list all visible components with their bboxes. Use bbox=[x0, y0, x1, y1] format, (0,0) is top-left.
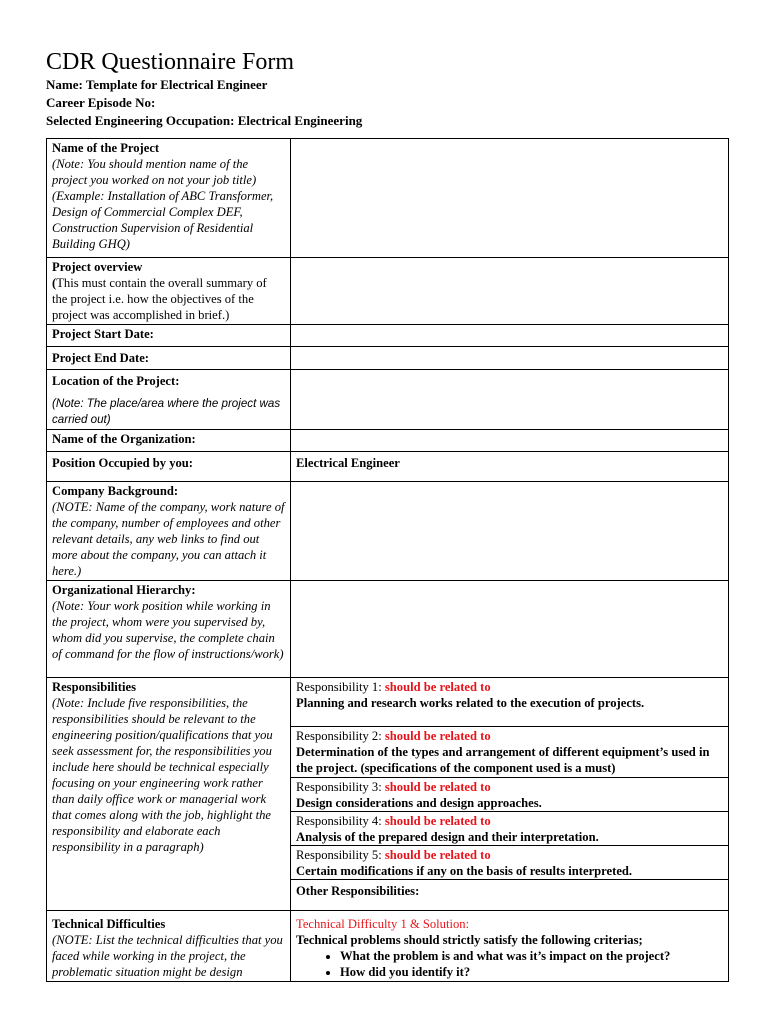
location-value-cell[interactable] bbox=[291, 370, 729, 430]
responsibility-5-label: Responsibility 5: bbox=[296, 848, 382, 862]
responsibility-1-text: Planning and research works related to the execution of projects. bbox=[296, 696, 645, 710]
start-date-value-cell[interactable] bbox=[291, 325, 729, 347]
company-value-cell[interactable] bbox=[291, 482, 729, 581]
row-start-date bbox=[47, 325, 729, 347]
technical-intro: Technical problems should strictly satisfy the following criterias; bbox=[296, 933, 643, 947]
location-note: (Note: The place/area where the project was carried out) bbox=[52, 397, 281, 426]
end-date-value-cell[interactable] bbox=[291, 347, 729, 370]
form-title: CDR Questionnaire Form bbox=[46, 49, 294, 75]
project-name-note: (Note: You should mention name of the project you worked on not your job title) bbox=[52, 157, 257, 187]
project-name-label-cell bbox=[47, 139, 291, 258]
row-project-name bbox=[47, 139, 729, 258]
responsibility-5[interactable] bbox=[291, 846, 728, 880]
responsibilities-list-cell bbox=[291, 678, 729, 911]
technical-content-cell[interactable] bbox=[291, 911, 729, 982]
responsibility-3-tag: should be related to bbox=[384, 780, 491, 794]
responsibilities-label: Responsibilities bbox=[52, 680, 136, 694]
technical-criteria-list bbox=[296, 948, 723, 980]
start-date-label: Project Start Date: bbox=[47, 325, 291, 347]
hierarchy-value-cell[interactable] bbox=[291, 581, 729, 678]
organization-label: Name of the Organization: bbox=[47, 430, 291, 452]
responsibility-3-text: Design considerations and design approaches. bbox=[296, 796, 542, 810]
row-end-date bbox=[47, 347, 729, 370]
hierarchy-note: (Note: Your work position while working in the project, whom were you supervised by, whom did you supervise, the complete chain of command for the flow of instructions/work) bbox=[52, 599, 284, 661]
responsibility-4-text: Analysis of the prepared design and their interpretation. bbox=[296, 830, 599, 844]
responsibility-2-label: Responsibility 2: bbox=[296, 729, 382, 743]
overview-note: This must contain the overall summary of the project i.e. how the objectives of the project was accomplished in brief.) bbox=[52, 276, 267, 322]
responsibility-3-label: Responsibility 3: bbox=[296, 780, 382, 794]
row-position bbox=[47, 452, 729, 482]
end-date-label: Project End Date: bbox=[47, 347, 291, 370]
responsibility-1-tag: should be related to bbox=[384, 680, 491, 694]
questionnaire-table bbox=[46, 138, 729, 982]
responsibility-2-tag: should be related to bbox=[384, 729, 491, 743]
responsibility-4-tag: should be related to bbox=[384, 814, 491, 828]
responsibility-4[interactable] bbox=[291, 812, 728, 846]
company-label-cell bbox=[47, 482, 291, 581]
row-hierarchy bbox=[47, 581, 729, 678]
responsibilities-note: (Note: Include five responsibilities, the responsibilities should be relevant to the engineering position/qualifications that you seek assessment for, the responsibilities you include here should be technical especially focusing on your engineering work rather than daily office work or managerial work that comes along with the job, highlight the responsibility and elaborate each responsibility in a paragraph) bbox=[52, 696, 273, 854]
row-location bbox=[47, 370, 729, 430]
row-project-overview bbox=[47, 258, 729, 325]
location-label-cell bbox=[47, 370, 291, 430]
responsibility-2[interactable] bbox=[291, 727, 728, 778]
hierarchy-label-cell bbox=[47, 581, 291, 678]
project-name-example: (Example: Installation of ABC Transformer, Design of Commercial Complex DEF, Construction Supervision of Residential Building GHQ) bbox=[52, 189, 274, 251]
position-label: Position Occupied by you: bbox=[47, 452, 291, 482]
hierarchy-label: Organizational Hierarchy: bbox=[52, 583, 196, 597]
technical-criterion-1: • What the problem is and what was it’s impact on the project? bbox=[340, 948, 723, 964]
organization-value-cell[interactable] bbox=[291, 430, 729, 452]
technical-label-cell bbox=[47, 911, 291, 982]
responsibility-2-text: Determination of the types and arrangement of different equipment’s used in the project. (specifications of the component used is a must) bbox=[296, 745, 710, 775]
position-value[interactable]: Electrical Engineer bbox=[291, 452, 729, 482]
responsibility-5-text: Certain modifications if any on the basis of results interpreted. bbox=[296, 864, 633, 878]
location-label: Location of the Project: bbox=[52, 374, 180, 388]
responsibility-4-label: Responsibility 4: bbox=[296, 814, 382, 828]
company-label: Company Background: bbox=[52, 484, 179, 498]
overview-label: Project overview bbox=[52, 260, 143, 274]
row-organization bbox=[47, 430, 729, 452]
row-technical-difficulties bbox=[47, 911, 729, 982]
responsibility-5-tag: should be related to bbox=[384, 848, 491, 862]
project-name-value-cell[interactable] bbox=[291, 139, 729, 258]
responsibilities-label-cell bbox=[47, 678, 291, 911]
technical-note: (NOTE: List the technical difficulties that you faced while working in the project, the problematic situation might be design bbox=[52, 933, 283, 979]
overview-value-cell[interactable] bbox=[291, 258, 729, 325]
technical-heading: Technical Difficulty 1 & Solution: bbox=[296, 917, 470, 931]
overview-note-wrap bbox=[52, 275, 285, 323]
overview-label-cell bbox=[47, 258, 291, 325]
technical-label: Technical Difficulties bbox=[52, 917, 166, 931]
company-note: (NOTE: Name of the company, work nature of the company, number of employees and other relevant details, any web links to find out more about the company, you can attach it here.) bbox=[52, 500, 285, 578]
other-responsibilities[interactable]: Other Responsibilities: bbox=[296, 884, 420, 898]
responsibility-1[interactable] bbox=[291, 678, 728, 727]
responsibility-3[interactable] bbox=[291, 778, 728, 812]
responsibility-1-label: Responsibility 1: bbox=[296, 680, 382, 694]
meta-occupation: Selected Engineering Occupation: Electrical Engineering bbox=[46, 113, 363, 128]
technical-criterion-2: • How did you identify it? bbox=[340, 964, 723, 980]
overview-paren: ( bbox=[52, 276, 57, 290]
row-responsibilities bbox=[47, 678, 729, 911]
document-page bbox=[46, 48, 728, 982]
row-company-background bbox=[47, 482, 729, 581]
meta-episode: Career Episode No: bbox=[46, 95, 156, 110]
meta-name: Name: Template for Electrical Engineer bbox=[46, 77, 268, 92]
project-name-label: Name of the Project bbox=[52, 141, 160, 155]
